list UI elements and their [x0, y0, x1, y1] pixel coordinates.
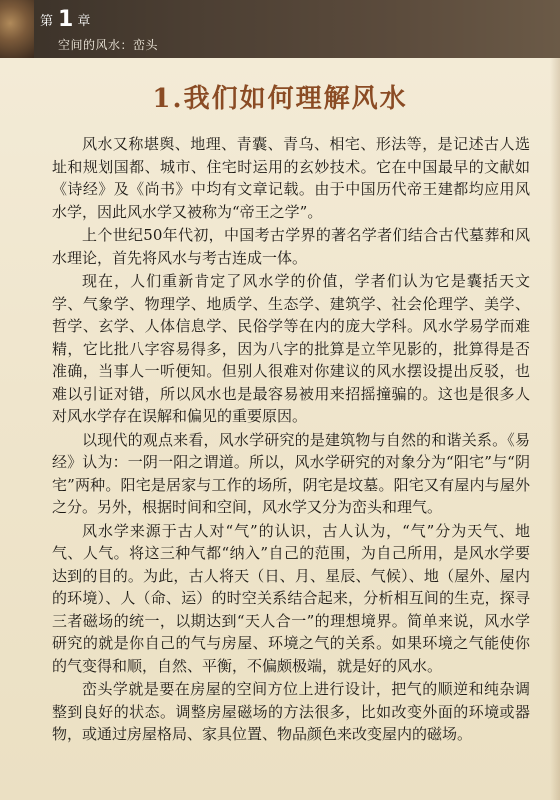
- chapter-number: 1: [58, 7, 74, 32]
- paragraph: 现在，人们重新肯定了风水学的价值，学者们认为它是囊括天文学、气象学、物理学、地质学、生态学、建筑学、社会伦理学、美学、哲学、玄学、人体信息学、民俗学等在内的庞大学科。风水学易学而难精，它比批八字容易得多，因为八字的批算是立竿见影的，批算得是否准确，当事人一听便知。但别人很难对你建议的风水摆设提出反驳，也难以引证对错，所以风水也是最容易被用来招摇撞骗的。这也是很多人对风水学存在误解和偏见的重要原因。: [52, 272, 530, 425]
- paragraph: 风水学来源于古人对“气”的认识，古人认为，“气”分为天气、地气、人气。将这三种气都“纳入”自己的范围，为自己所用，是风水学要达到的目的。为此，古人将天（日、月、星辰、气候）、地（屋外、屋内的环境）、人（命、运）的时空关系结合起来，分析相互间的生克，探寻三者磁场的统一，以期达到“天人合一”的理想境界。简单来说，风水学研究的就是你自己的气与房屋、环境之气的关系。如果环境之气能使你的气变得和顺，自然、平衡，不偏颇极端，就是好的风水。: [52, 521, 530, 675]
- chapter-heading: [40, 7, 91, 32]
- body-text: [52, 133, 530, 747]
- paragraph: 上个世纪50年代初，中国考古学界的著名学者们结合古代墓葬和风水理论，首先将风水与考古连成一体。: [52, 226, 530, 267]
- paragraph: 风水又称堪舆、地理、青囊、青乌、相宅、形法等，是记述古人选址和规划国都、城市、住宅时运用的玄妙技术。它在中国最早的文献如《诗经》及《尚书》中均有文章记载。由于中国历代帝王建都均应用风水学，因此风水学又被称为“帝王之学”。: [52, 135, 530, 221]
- chapter-subtitle: 空间的风水：峦头: [58, 38, 159, 52]
- section-title: 1.我们如何理解风水: [152, 84, 408, 114]
- paragraph: 峦头学就是要在房屋的空间方位上进行设计，把气的顺逆和纯杂调整到良好的状态。调整房屋磁场的方法很多，比如改变外面的环境或器物，或通过房屋格局、家具位置、物品颜色来改变屋内的磁场。: [52, 680, 530, 743]
- header-decorative-image: [0, 0, 34, 58]
- chapter-label: 第: [40, 14, 55, 29]
- paragraph: 以现代的观点来看，风水学研究的是建筑物与自然的和谐关系。《易经》认为：一阴一阳之谓道。所以，风水学研究的对象分为“阳宅”与“阴宅”两种。阳宅是居家与工作的场所，阴宅是坟墓。阳宅又有屋内与屋外之分。另外，根据时间和空间，风水学又分为峦头和理气。: [52, 430, 530, 516]
- page-edge-shadow: [550, 0, 560, 800]
- chapter-header: [0, 0, 560, 58]
- chapter-suffix: 章: [77, 14, 92, 29]
